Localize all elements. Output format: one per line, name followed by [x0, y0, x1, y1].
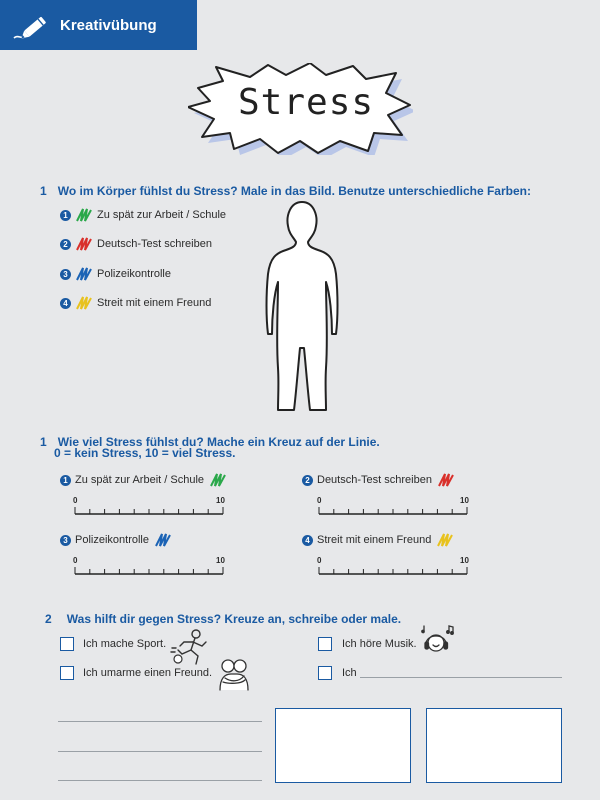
legend-label: Polizeikontrolle	[97, 268, 171, 280]
scale-min-label: 0	[73, 496, 78, 505]
item-number-badge: 1	[60, 210, 71, 221]
body-outline-drawing[interactable]	[256, 198, 348, 418]
music-option-label: Ich höre Musik.	[342, 638, 417, 650]
yellow-scribble-icon	[75, 295, 93, 311]
scale-title	[60, 472, 230, 488]
section3-header	[45, 608, 401, 627]
stress-scale	[60, 532, 230, 565]
green-scribble-icon	[209, 472, 227, 488]
stress-scale	[60, 472, 230, 505]
scale-label: Polizeikontrolle	[75, 534, 149, 546]
scale-title	[302, 532, 472, 548]
scale-max-label: 10	[216, 496, 225, 505]
write-line[interactable]	[58, 751, 262, 752]
hugging-people-icon	[217, 656, 251, 692]
headline-title: Stress	[238, 82, 375, 123]
red-scribble-icon	[75, 236, 93, 252]
scale-title	[302, 472, 472, 488]
section2-subline: 0 = kein Stress, 10 = viel Stress.	[54, 446, 236, 460]
scale-title	[60, 532, 230, 548]
item-number-badge: 4	[302, 535, 313, 546]
scale-max-label: 10	[216, 556, 225, 565]
item-number-badge: 4	[60, 298, 71, 309]
red-scribble-icon	[437, 472, 455, 488]
section1-number: 1	[40, 184, 47, 198]
scale-max-label: 10	[460, 496, 469, 505]
section1-header	[40, 180, 531, 199]
write-line[interactable]	[58, 721, 262, 722]
yellow-scribble-icon	[436, 532, 454, 548]
custom-option-label: Ich	[342, 667, 357, 679]
running-person-icon	[170, 628, 212, 666]
color-legend-item	[60, 266, 171, 282]
scale-line[interactable]	[74, 566, 224, 576]
item-number-badge: 3	[60, 269, 71, 280]
sport-checkbox[interactable]	[60, 637, 74, 651]
scale-min-label: 0	[73, 556, 78, 565]
color-legend-item	[60, 236, 212, 252]
item-number-badge: 1	[60, 475, 71, 486]
drawing-box[interactable]	[275, 708, 411, 783]
item-number-badge: 2	[60, 239, 71, 250]
item-number-badge: 3	[60, 535, 71, 546]
scale-min-label: 0	[317, 496, 322, 505]
scale-line[interactable]	[318, 506, 468, 516]
legend-label: Deutsch-Test schreiben	[97, 238, 212, 250]
write-line[interactable]	[58, 780, 262, 781]
scale-min-label: 0	[317, 556, 322, 565]
legend-label: Zu spät zur Arbeit / Schule	[97, 209, 227, 221]
legend-label: Streit mit einem Freund	[97, 297, 212, 309]
blue-scribble-icon	[75, 266, 93, 282]
custom-write-line[interactable]	[360, 677, 562, 678]
section2-number: 1	[40, 435, 47, 449]
scale-max-label: 10	[460, 556, 469, 565]
stress-scale	[302, 532, 472, 565]
hug-checkbox[interactable]	[60, 666, 74, 680]
section2-question: Wie viel Stress fühlst du? Mache ein Kreuz auf der Linie.	[57, 435, 380, 449]
pencil-icon	[12, 12, 52, 42]
music-checkbox[interactable]	[318, 637, 332, 651]
hug-option-label: Ich umarme einen Freund.	[83, 667, 213, 679]
headphones-person-icon	[420, 625, 456, 659]
scale-label: Deutsch-Test schreiben	[317, 474, 432, 486]
color-legend-item	[60, 207, 226, 223]
green-scribble-icon	[75, 207, 93, 223]
sport-option-label: Ich mache Sport.	[83, 638, 167, 650]
scale-label: Streit mit einem Freund	[317, 534, 432, 546]
custom-checkbox[interactable]	[318, 666, 332, 680]
item-number-badge: 2	[302, 475, 313, 486]
scale-line[interactable]	[318, 566, 468, 576]
section3-number: 2	[45, 612, 52, 626]
stress-scale	[302, 472, 472, 505]
drawing-box[interactable]	[426, 708, 562, 783]
scale-label: Zu spät zur Arbeit / Schule	[75, 474, 205, 486]
section3-question: Was hilft dir gegen Stress? Kreuze an, schreibe oder male.	[66, 612, 402, 626]
color-legend-item	[60, 295, 211, 311]
section1-question: Wo im Körper fühlst du Stress? Male in das Bild. Benutze unterschiedliche Farben:	[57, 184, 531, 198]
scale-line[interactable]	[74, 506, 224, 516]
header-title: Kreativübung	[60, 16, 157, 34]
blue-scribble-icon	[154, 532, 172, 548]
